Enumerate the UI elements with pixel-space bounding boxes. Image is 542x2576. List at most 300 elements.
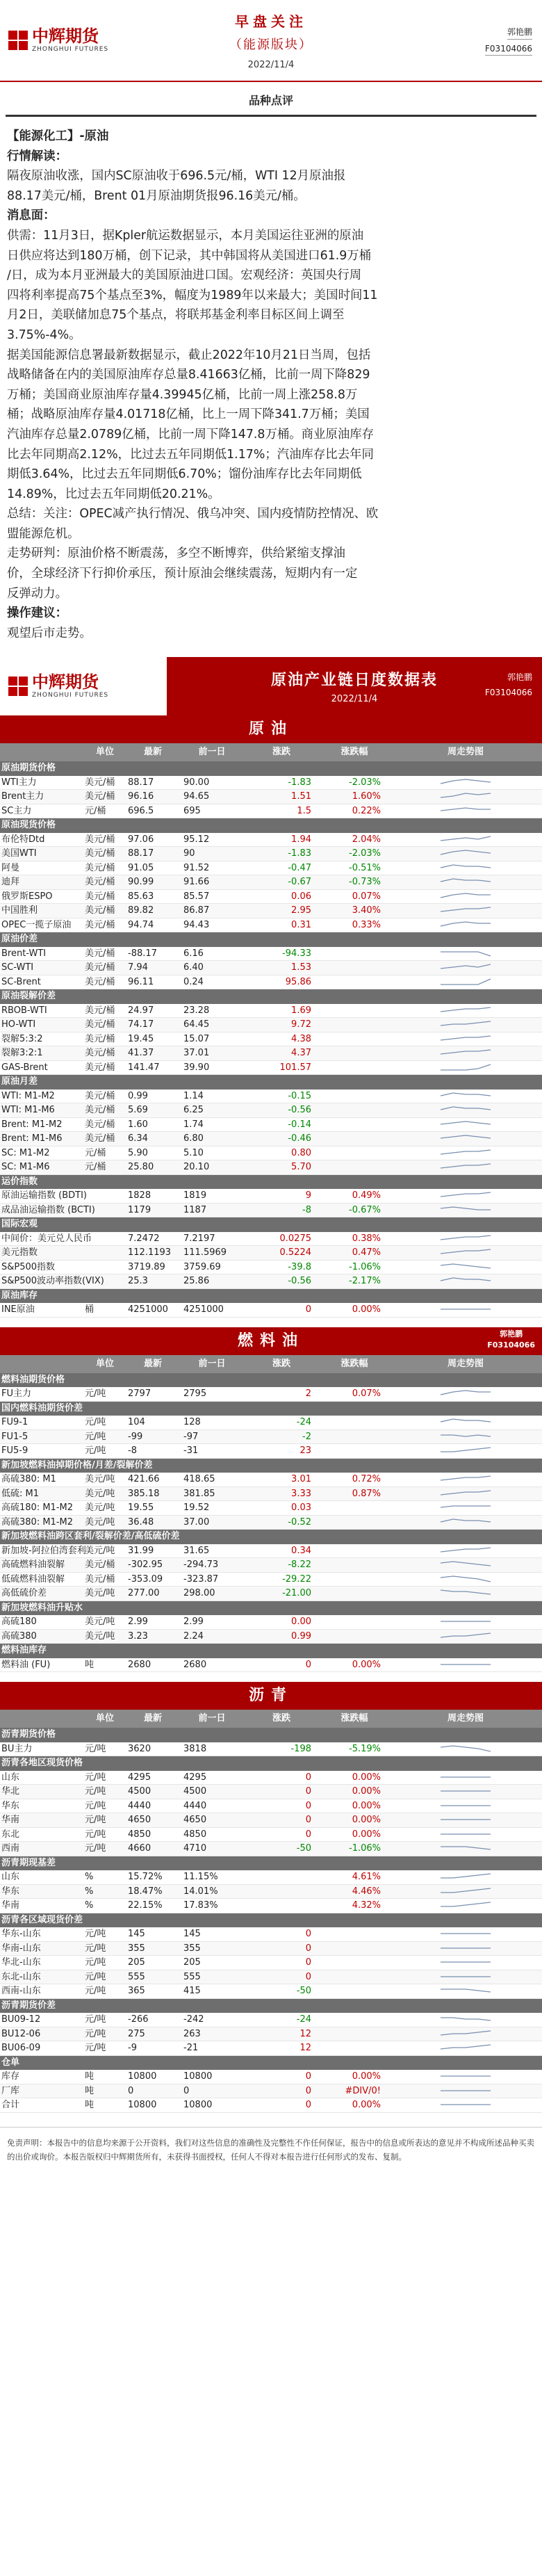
row-trend (389, 1516, 542, 1530)
row-prev: 4251000 (183, 1304, 224, 1315)
row-change: 0 (305, 1829, 311, 1840)
row-change: 0 (305, 1929, 311, 1940)
group-header: 新加坡燃料油掉期价格/月差/裂解价差 (0, 1459, 542, 1473)
row-name: GAS-Brent (1, 1062, 48, 1073)
row-latest: 4251000 (128, 1304, 168, 1315)
row-name: 合计 (1, 2100, 20, 2111)
row-unit: 元/吨 (85, 1929, 106, 1940)
trend-sparkline (438, 1019, 493, 1030)
row-change-pct (320, 1430, 389, 1444)
table-row (0, 2098, 542, 2113)
row-unit: 美元/桶 (85, 1033, 115, 1044)
row-trend (389, 875, 542, 889)
row-name: 高硫380: M1-M2 (1, 1516, 73, 1528)
row-change: -0.56 (288, 1105, 311, 1116)
row-unit: 美元/桶 (85, 1105, 115, 1116)
row-change: 0.03 (291, 1502, 311, 1514)
row-latest: 36.48 (128, 1516, 154, 1528)
row-name: 裂解3:2:1 (1, 1048, 43, 1059)
row-trend (389, 1032, 542, 1046)
row-latest: 85.63 (128, 891, 154, 902)
row-change-pct: -2.17% (349, 1276, 381, 1287)
row-unit: 美元/桶 (85, 919, 115, 930)
row-change-pct (320, 1004, 389, 1018)
row-change-pct (320, 1630, 389, 1644)
table-row (0, 1487, 542, 1502)
col-latest-header: 最新 (143, 1358, 162, 1369)
row-trend (389, 1018, 542, 1032)
row-change-pct (320, 1927, 389, 1941)
row-prev: 4650 (183, 1815, 207, 1826)
author-block (424, 0, 542, 81)
table-row (0, 904, 542, 918)
row-unit: 美元/桶 (85, 962, 115, 973)
commentary-line: /日，成为本月亚洲最大的美国原油进口国。宏观经济：英国央行周 (7, 268, 362, 283)
commentary-line: 比去年同期高2.12%，比过去五年同期低1.17%；汽油库存比去年同 (7, 447, 374, 462)
row-change: -8 (302, 1204, 311, 1215)
row-change-pct (320, 1558, 389, 1572)
row-prev: 0.24 (183, 976, 204, 987)
group-header: 仓单 (0, 2056, 542, 2071)
row-unit: 美元/桶 (85, 905, 115, 916)
row-name: Brent: M1-M6 (1, 1133, 63, 1144)
col-trend-header: 周走势图 (447, 1713, 484, 1724)
row-change: -24 (296, 1417, 311, 1428)
row-latest: -302.95 (128, 1560, 163, 1571)
row-change-pct: -1.06% (349, 1843, 381, 1854)
column-header-row (0, 1710, 542, 1728)
row-name: SC: M1-M2 (1, 1147, 50, 1158)
row-trend (389, 833, 542, 847)
trend-sparkline (438, 2043, 493, 2054)
table-row (0, 975, 542, 990)
table-row (0, 1956, 542, 1970)
table-row (0, 1387, 542, 1402)
row-prev: 23.28 (183, 1005, 210, 1016)
trend-sparkline (438, 1048, 493, 1059)
group-header: 新加坡燃料油升贴水 (0, 1601, 542, 1616)
row-latest: 88.17 (128, 777, 154, 788)
row-prev: 2.24 (183, 1630, 204, 1642)
row-change (243, 1885, 320, 1899)
row-unit: 美元/桶 (85, 848, 115, 859)
table-row (0, 961, 542, 975)
row-latest: 4850 (128, 1829, 151, 1840)
row-name: 布伦特Dtd (1, 834, 45, 845)
row-trend (389, 1573, 542, 1587)
row-trend (389, 1587, 542, 1601)
group-rows (0, 1544, 542, 1601)
group-rows (0, 2013, 542, 2056)
row-trend (389, 2070, 542, 2084)
row-latest: 74.17 (128, 1019, 154, 1030)
row-change: -1.83 (288, 777, 311, 788)
trend-sparkline (438, 1900, 493, 1911)
row-prev: 145 (183, 1929, 201, 1940)
row-unit: 元/吨 (85, 1829, 106, 1840)
row-unit: 美元/桶 (85, 1119, 115, 1130)
row-latest: 4440 (128, 1800, 151, 1811)
row-change: 3.01 (291, 1474, 311, 1485)
commentary-line: 供需：11月3日，据Kpler航运数据显示，本月美国运往亚洲的原油 (7, 228, 364, 243)
trend-sparkline (438, 1772, 493, 1783)
row-name: SC-WTI (1, 962, 34, 973)
row-unit (83, 1189, 125, 1203)
row-prev: 418.65 (183, 1474, 215, 1485)
row-change-pct (320, 1018, 389, 1032)
row-latest: 7.2472 (128, 1233, 160, 1244)
trend-sparkline (438, 1517, 493, 1528)
row-change: 0 (305, 1815, 311, 1826)
row-trend (389, 1303, 542, 1317)
group-rows (0, 1232, 542, 1289)
row-trend (389, 1089, 542, 1103)
row-change: 0 (305, 1772, 311, 1783)
row-change: 0 (305, 2085, 311, 2096)
row-unit: 元/吨 (85, 1843, 106, 1854)
company-logo (0, 0, 118, 81)
row-change: 0.0275 (279, 1233, 311, 1244)
col-chg-header: 涨跌 (272, 1713, 290, 1724)
row-trend (389, 1487, 542, 1501)
row-change: 12 (299, 2043, 311, 2054)
row-change: 0 (305, 1659, 311, 1670)
row-change-pct: -0.67% (349, 1204, 381, 1215)
row-trend (389, 1942, 542, 1956)
row-trend (389, 1004, 542, 1018)
trend-sparkline (438, 806, 493, 817)
col-pct-header: 涨跌幅 (340, 747, 368, 758)
row-change: 9.72 (291, 1019, 311, 1030)
col-trend-header: 周走势图 (447, 747, 484, 758)
trend-sparkline (438, 1034, 493, 1045)
row-trend (389, 1387, 542, 1401)
trend-sparkline (438, 1929, 493, 1940)
row-trend (389, 804, 542, 818)
report-date: 2022/11/4 (247, 60, 295, 70)
commentary-line: 据美国能源信息署最新数据显示，截止2022年10月21日当周，包括 (7, 348, 371, 362)
table-row (0, 1516, 542, 1530)
row-unit: 美元/桶 (85, 1560, 115, 1571)
trend-sparkline (438, 1091, 493, 1102)
row-change: 1.53 (291, 962, 311, 973)
trend-sparkline (438, 1588, 493, 1599)
row-change-pct: 0.38% (352, 1233, 381, 1244)
trend-sparkline (438, 1886, 493, 1897)
row-unit: 美元/吨 (85, 1545, 115, 1556)
table-row (0, 776, 542, 791)
commentary-line: 隔夜原油收涨，国内SC原油收于696.5元/桶，WTI 12月原油报 (7, 169, 346, 184)
row-change-pct (320, 1089, 389, 1103)
row-name: 华东 (1, 1800, 20, 1811)
row-unit: 美元/桶 (85, 862, 115, 873)
col-latest-header: 最新 (143, 1713, 162, 1724)
row-change: 0.99 (291, 1630, 311, 1642)
category-band: 沥青 (0, 1682, 542, 1710)
group-rows (0, 1615, 542, 1644)
table-row (0, 1118, 542, 1133)
row-name: 东北-山东 (1, 1971, 41, 1982)
commentary-line: 操作建议： (7, 606, 67, 621)
table-row (0, 1630, 542, 1644)
row-name: FU5-9 (1, 1445, 28, 1457)
table-author-code: F03104066 (485, 688, 532, 698)
table-row (0, 1615, 542, 1630)
row-unit: 美元/桶 (85, 1048, 115, 1059)
trend-sparkline (438, 1617, 493, 1628)
row-change: 1.5 (297, 805, 311, 816)
row-name: BU09-12 (1, 2014, 41, 2025)
table-row (0, 1587, 542, 1601)
row-prev: -31 (183, 1445, 199, 1457)
row-unit: 美元/吨 (85, 1488, 115, 1499)
col-pct-header: 涨跌幅 (340, 1358, 368, 1369)
section-spacer (0, 1672, 542, 1682)
row-name: 中国胜利 (1, 905, 38, 916)
group-rows (0, 1927, 542, 1999)
row-change-pct (320, 961, 389, 975)
row-name: 高低硫价差 (1, 1588, 47, 1599)
commentary-line: 万桶；美国商业原油库存量4.39945亿桶，比前一周上涨258.8万 (7, 387, 358, 402)
row-unit (83, 1246, 125, 1260)
row-prev: 11.15% (183, 1872, 218, 1883)
row-change-pct: 2.04% (352, 834, 381, 845)
trend-sparkline (438, 777, 493, 788)
row-latest: 22.15% (128, 1900, 163, 1911)
logo-en-text: ZHONGHUI FUTURES (32, 692, 109, 699)
group-header: 原油库存 (0, 1289, 542, 1304)
row-unit: 元/吨 (85, 1431, 106, 1442)
row-unit: % (85, 1886, 94, 1897)
row-trend (389, 1870, 542, 1884)
row-prev: 6.80 (183, 1133, 204, 1144)
trend-sparkline (438, 1445, 493, 1457)
row-change: -8.22 (288, 1560, 311, 1571)
table-date: 2022/11/4 (331, 694, 378, 705)
row-change: 0 (305, 1786, 311, 1797)
commentary-line: 总结：关注：OPEC减产执行情况、俄乌冲突、国内疫情防控情况、欧 (7, 507, 379, 521)
table-row (0, 1870, 542, 1885)
row-unit: 美元/吨 (85, 1588, 115, 1599)
group-rows (0, 947, 542, 990)
row-unit: 吨 (85, 2085, 95, 2096)
row-prev: -294.73 (183, 1560, 219, 1571)
row-prev: -21 (183, 2043, 199, 2054)
section-spacer (0, 1318, 542, 1327)
row-change-pct: 0.00% (352, 2071, 381, 2082)
trend-sparkline (438, 1972, 493, 1983)
row-change: 9 (305, 1190, 311, 1201)
row-prev: 86.87 (183, 905, 210, 916)
table-row (0, 1984, 542, 1999)
row-change-pct (320, 1032, 389, 1046)
row-unit: 吨 (85, 1659, 95, 1670)
trend-sparkline (438, 1417, 493, 1428)
group-header: 原油价差 (0, 932, 542, 947)
row-change: 95.86 (285, 976, 311, 987)
row-trend (389, 2013, 542, 2027)
row-change: -0.15 (288, 1090, 311, 1101)
row-name: 华南 (1, 1900, 20, 1911)
row-latest: 385.18 (128, 1488, 160, 1499)
row-latest: -353.09 (128, 1573, 163, 1585)
row-latest: 4650 (128, 1815, 151, 1826)
row-prev: 1819 (183, 1190, 207, 1201)
row-change-pct (320, 2041, 389, 2055)
table-row (0, 2027, 542, 2042)
trend-sparkline (438, 2029, 493, 2040)
row-unit: 美元/桶 (85, 777, 115, 788)
row-unit: 美元/桶 (85, 834, 115, 845)
commentary-line: 14.89%，比过去五年同期低20.21%。 (7, 487, 220, 501)
row-prev: 1.14 (183, 1090, 204, 1101)
row-change-pct (320, 1501, 389, 1515)
row-unit: 元/吨 (85, 1800, 106, 1811)
row-name: 高硫380: M1 (1, 1474, 56, 1485)
row-latest: 104 (128, 1417, 145, 1428)
row-latest: 2680 (128, 1659, 151, 1670)
table-row (0, 1246, 542, 1261)
trend-sparkline (438, 1943, 493, 1954)
row-name: Brent主力 (1, 791, 44, 802)
trend-sparkline (438, 962, 493, 973)
row-latest: 112.1193 (128, 1247, 172, 1258)
row-unit: 元/吨 (85, 1971, 106, 1982)
logo-cn-text: 中辉期货 (32, 672, 99, 692)
row-unit: % (85, 1872, 94, 1883)
row-change-pct: 0.00% (352, 1772, 381, 1783)
table-row (0, 1927, 542, 1942)
row-latest: 4500 (128, 1786, 151, 1797)
row-prev: 31.65 (183, 1545, 210, 1556)
col-trend-header: 周走势图 (447, 1358, 484, 1369)
trend-sparkline (438, 1062, 493, 1074)
row-prev: 263 (183, 2028, 201, 2039)
row-name: 厂库 (1, 2085, 20, 2096)
row-trend (389, 1558, 542, 1572)
row-change-pct (320, 2013, 389, 2027)
row-change-pct: 0.00% (352, 1304, 381, 1315)
row-trend (389, 1189, 542, 1203)
row-latest: 10800 (128, 2100, 157, 2111)
table-row (0, 1018, 542, 1032)
row-latest: 19.55 (128, 1502, 154, 1514)
trend-sparkline (438, 1872, 493, 1883)
group-header: 燃料油库存 (0, 1644, 542, 1658)
row-change-pct (320, 1956, 389, 1970)
trend-sparkline (438, 1432, 493, 1443)
row-latest: -8 (128, 1445, 137, 1457)
table-row (0, 1046, 542, 1061)
table-row (0, 861, 542, 876)
row-prev: 128 (183, 1417, 201, 1428)
table-row (0, 1558, 542, 1573)
table-row (0, 1061, 542, 1076)
row-trend (389, 1785, 542, 1799)
group-rows (0, 1303, 542, 1318)
row-trend (389, 947, 542, 961)
trend-sparkline (438, 977, 493, 988)
row-trend (389, 1984, 542, 1998)
table-row (0, 1842, 542, 1856)
row-latest: 1.60 (128, 1119, 148, 1130)
col-unit-header: 单位 (95, 1358, 114, 1369)
row-latest: 94.74 (128, 919, 154, 930)
row-prev: 695 (183, 805, 201, 816)
trend-sparkline (438, 1574, 493, 1585)
row-change-pct: -0.51% (349, 862, 381, 873)
row-latest: 0.99 (128, 1090, 148, 1101)
row-prev: 355 (183, 1943, 201, 1954)
row-name: SC: M1-M6 (1, 1162, 50, 1173)
row-trend (389, 2084, 542, 2098)
row-name: 迪拜 (1, 877, 20, 888)
row-latest: 25.3 (128, 1276, 148, 1287)
trend-sparkline (438, 1388, 493, 1400)
row-prev: 1187 (183, 1204, 207, 1215)
row-name: 成品油运输指数 (BCTI) (1, 1204, 95, 1215)
row-prev: 17.83% (183, 1900, 218, 1911)
section-title: 品种点评 (6, 82, 536, 117)
row-unit: 美元/桶 (85, 1062, 115, 1073)
row-trend (389, 1544, 542, 1558)
row-name: Brent: M1-M2 (1, 1119, 63, 1130)
row-trend (389, 1061, 542, 1075)
group-rows (0, 1870, 542, 1913)
row-prev: 37.00 (183, 1516, 210, 1528)
row-prev: 2680 (183, 1659, 207, 1670)
trend-sparkline (438, 791, 493, 802)
row-latest: 89.82 (128, 905, 154, 916)
row-trend (389, 861, 542, 875)
row-change: -0.56 (288, 1276, 311, 1287)
col-pct-header: 涨跌幅 (340, 1713, 368, 1724)
row-trend (389, 2027, 542, 2041)
table-row (0, 1261, 542, 1275)
table-row (0, 1771, 542, 1785)
commentary-line: 桶；战略原油库存量4.01718亿桶，比上一周下降341.7万桶；美国 (7, 407, 370, 422)
row-unit: 元/吨 (85, 1445, 106, 1457)
row-unit: 元/吨 (85, 1786, 106, 1797)
row-trend (389, 1046, 542, 1060)
report-subtitle: （能源版块） (229, 38, 313, 52)
category-band: 燃料油 郭艳鹏 F03104066 (0, 1327, 542, 1355)
table-row (0, 1658, 542, 1673)
row-trend (389, 1615, 542, 1629)
row-latest: 3.23 (128, 1630, 148, 1642)
row-change: 0.5224 (279, 1247, 311, 1258)
row-prev: 7.2197 (183, 1233, 215, 1244)
row-change: 0.06 (291, 891, 311, 902)
group-rows (0, 1089, 542, 1175)
trend-sparkline (438, 863, 493, 874)
row-latest: 7.94 (128, 962, 148, 973)
column-header-row (0, 1355, 542, 1373)
row-change-pct: -2.03% (349, 848, 381, 859)
table-title: 原油产业链日度数据表 (270, 672, 438, 690)
group-rows (0, 776, 542, 819)
row-change-pct: 0.72% (352, 1474, 381, 1485)
trend-sparkline (438, 834, 493, 845)
table-row (0, 1232, 542, 1247)
column-header-row (0, 743, 542, 761)
table-author (485, 670, 532, 700)
row-prev: 4500 (183, 1786, 207, 1797)
row-prev: 37.01 (183, 1048, 210, 1059)
row-name: 中间价：美元兑人民币 (1, 1233, 92, 1244)
row-name: HO-WTI (1, 1019, 36, 1030)
row-change: 3.33 (291, 1488, 311, 1499)
